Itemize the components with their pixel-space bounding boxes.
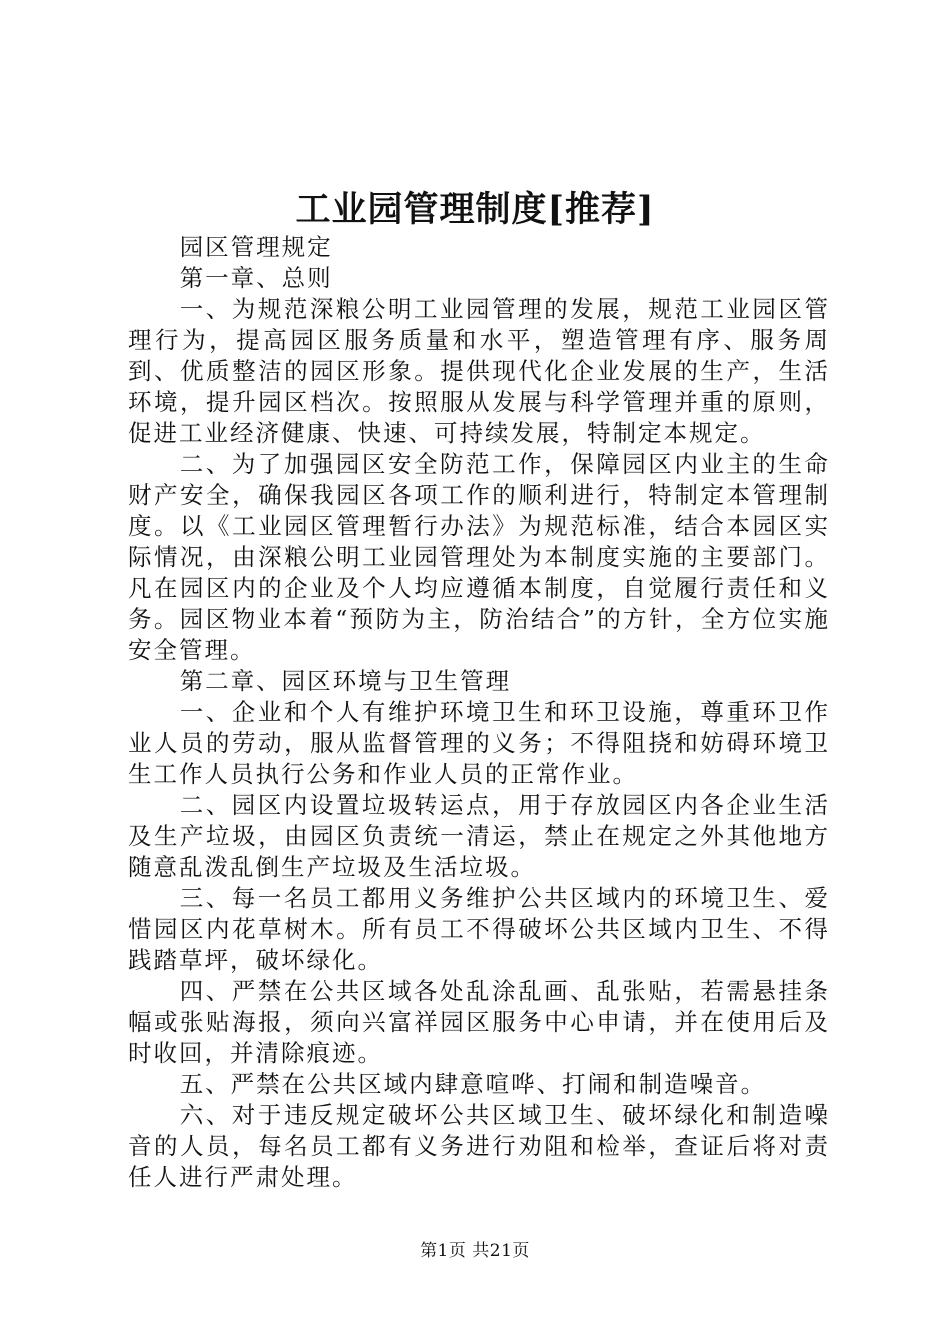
section-heading: 园区管理规定: [179, 233, 333, 261]
paragraph: 一、企业和个人有维护环境卫生和环卫设施，尊重环卫作业人员的劳动，服从监督管理的义务；不得阻挠和妨碍环境卫生工作人员执行公务和作业人员的正常作业。: [128, 698, 830, 788]
chapter-heading: 第一章、总则: [179, 264, 333, 292]
paragraph: 三、每一名员工都用义务维护公共区域内的环境卫生、爱惜园区内花草树木。所有员工不得破坏公共区域内卫生、不得践踏草坪，破坏绿化。: [128, 884, 830, 974]
paragraph: 四、严禁在公共区域各处乱涂乱画、乱张贴，若需悬挂条幅或张贴海报，须向兴富祥园区服务中心申请，并在使用后及时收回，并清除痕迹。: [128, 977, 830, 1067]
paragraph: 二、为了加强园区安全防范工作，保障园区内业主的生命财产安全，确保我园区各项工作的顺利进行，特制定本管理制度。以《工业园区管理暂行办法》为规范标准，结合本园区实际情况，由深粮公明工业园管理处为本制度实施的主要部门。凡在园区内的企业及个人均应遵循本制度，自觉履行责任和义务。园区物业本着“预防为主，防治结合”的方针，全方位实施安全管理。: [128, 450, 830, 664]
paragraph: 一、为规范深粮公明工业园管理的发展，规范工业园区管理行为，提高园区服务质量和水平，塑造管理有序、服务周到、优质整洁的园区形象。提供现代化企业发展的生产，生活环境，提升园区档次。按照服从发展与科学管理并重的原则，促进工业经济健康、快速、可持续发展，特制定本规定。: [128, 295, 830, 447]
document-title: 工业园管理制度[推荐]: [295, 189, 655, 230]
page-indicator: 第1页 共21页: [420, 1241, 530, 1261]
chapter-heading: 第二章、园区环境与卫生管理: [179, 667, 512, 695]
document-body: [128, 232, 830, 1193]
paragraph: 五、严禁在公共区域内肆意喧哗、打闹和制造噪音。: [179, 1070, 767, 1098]
paragraph: 二、园区内设置垃圾转运点，用于存放园区内各企业生活及生产垃圾，由园区负责统一清运，禁止在规定之外其他地方随意乱泼乱倒生产垃圾及生活垃圾。: [128, 791, 830, 881]
paragraph: 六、对于违反规定破坏公共区域卫生、破坏绿化和制造噪音的人员，每名员工都有义务进行劝阻和检举，查证后将对责任人进行严肃处理。: [128, 1101, 830, 1191]
